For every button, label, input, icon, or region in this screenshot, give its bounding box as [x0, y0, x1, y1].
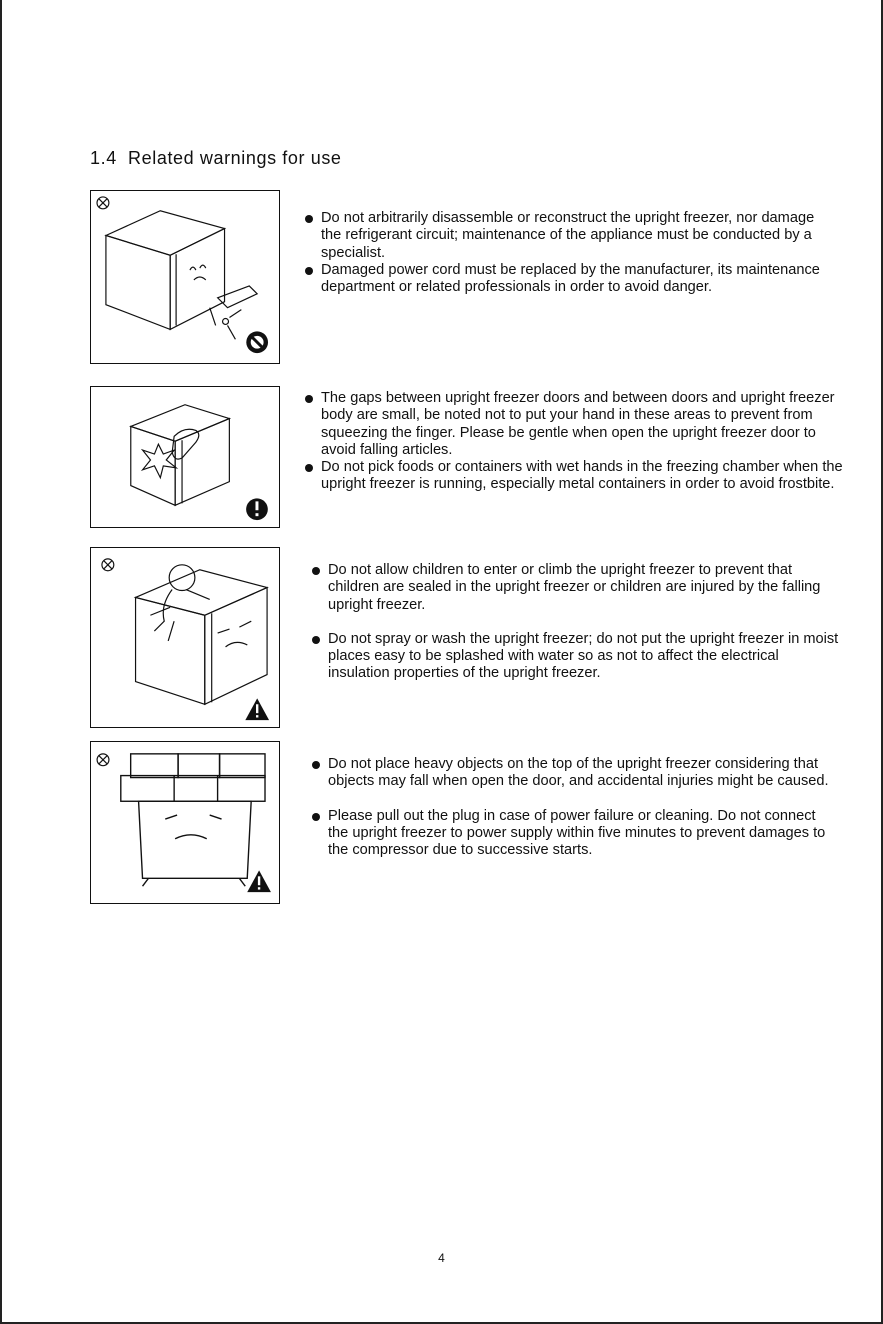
caution-sign-icon — [245, 698, 269, 720]
section-heading — [90, 148, 342, 169]
prohibited-small-icon — [97, 754, 109, 766]
section-title: Related warnings for use — [128, 148, 342, 168]
warning-item: Do not allow children to enter or climb the upright freezer to prevent that children are sealed in the upright freezer or children are injured by the falling upright freezer. — [312, 562, 842, 614]
warning-item: Do not pick foods or containers with wet hands in the freezing chamber when the upright freezer is running, especially metal containers in order to avoid frostbite. — [305, 459, 845, 494]
page-number: 4 — [438, 1251, 445, 1265]
figure-children-warning — [90, 547, 280, 728]
figure-disassemble-warning — [90, 190, 280, 364]
figure-door-gap-warning — [90, 386, 280, 528]
freezer-tools-illustration — [91, 191, 279, 363]
section-number: 1.4 — [90, 148, 117, 168]
warning-item: Please pull out the plug in case of power failure or cleaning. Do not connect the upright freezer to power supply within five minutes to prevent damages to the compressor due to successive starts. — [312, 808, 832, 860]
warning-list-1 — [305, 210, 835, 296]
prohibition-sign-icon — [246, 331, 268, 353]
page-border-left — [0, 0, 2, 1324]
prohibited-small-icon — [97, 197, 109, 209]
freezer-with-boxes-illustration — [91, 742, 279, 903]
mandatory-sign-icon — [246, 498, 268, 520]
figure-heavy-objects-warning — [90, 741, 280, 904]
warning-item: Damaged power cord must be replaced by the manufacturer, its maintenance department or related professionals in order to avoid danger. — [305, 262, 835, 297]
warning-list-2 — [305, 390, 845, 494]
warning-list-3 — [312, 562, 842, 683]
warning-item: Do not spray or wash the upright freezer; do not put the upright freezer in moist places easy to be splashed with water so as not to affect the electrical insulation properties of the upright freezer. — [312, 631, 842, 683]
warning-item: Do not arbitrarily disassemble or reconstruct the upright freezer, nor damage the refrigerant circuit; maintenance of the appliance must be conducted by a specialist. — [305, 210, 835, 262]
warning-item: Do not place heavy objects on the top of the upright freezer considering that objects may fall when open the door, and accidental injuries might be caused. — [312, 756, 832, 791]
freezer-hand-illustration — [91, 387, 279, 527]
warning-list-4 — [312, 756, 832, 859]
prohibited-small-icon — [102, 559, 114, 571]
child-climbing-freezer-illustration — [91, 548, 279, 727]
caution-sign-icon — [247, 870, 271, 892]
warning-item: The gaps between upright freezer doors and between doors and upright freezer body are small, be noted not to put your hand in these areas to prevent from squeezing the finger. Please be gentle when open the upright freezer door to avoid falling articles. — [305, 390, 845, 459]
